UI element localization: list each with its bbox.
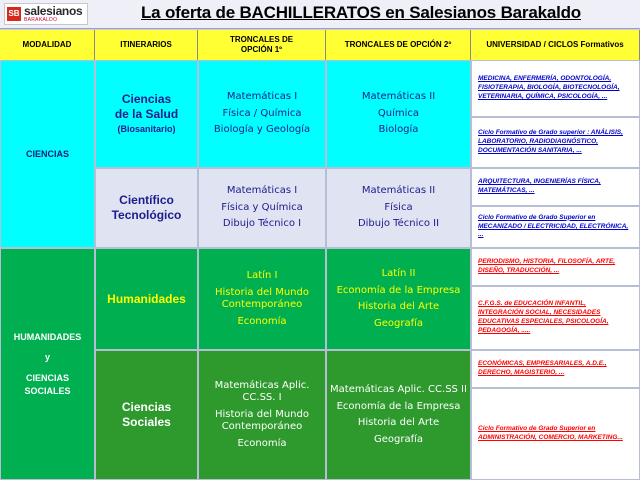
tecnologico-op2 (326, 168, 471, 248)
logo-mark-icon: SB (7, 7, 21, 21)
humanidades-university: PERIODISMO, HISTORIA, FILOSOFÍA, ARTE, DISEÑO, TRADUCCIÓN, ... (471, 248, 640, 286)
subject: Física / Química (222, 107, 302, 119)
header-troncales-1-label: TRONCALES DE OPCIÓN 1º (229, 35, 294, 54)
humanidades-op2 (326, 248, 471, 350)
subject: Geografía (373, 317, 424, 329)
subject: Matemáticas Aplic. CC.SS II (330, 384, 467, 395)
subject: Matemáticas Aplic. CC.SS. I (214, 379, 310, 404)
subject: Matemáticas II (361, 185, 436, 197)
sociales-op2 (326, 350, 471, 480)
tecnologico-ciclo: Ciclo Formativo de Grado Superior en MECANIZADO / ELECTRICIDAD, ELECTRÓNICA, ... (471, 206, 640, 248)
itinerary-ciencias-sociales (95, 350, 198, 480)
page-title: La oferta de BACHILLERATOS en Salesianos Barakaldo (141, 3, 581, 22)
salesianos-logo (4, 3, 88, 25)
itinerary-ciencias-salud (95, 60, 198, 168)
modality-ciencias (0, 60, 95, 248)
itinerary-tec-line1: Científico (119, 193, 174, 207)
itinerary-hum-label: Humanidades (107, 291, 186, 306)
subject: Física y Química (221, 201, 303, 213)
subject: Economía (237, 315, 287, 327)
header-itinerarios: ITINERARIOS (95, 30, 198, 60)
subject: Geografía (373, 433, 424, 445)
itinerary-salud-line2: de la Salud (114, 107, 179, 122)
subject: Latín II (381, 268, 416, 279)
subject: Economía (237, 437, 287, 449)
subject: Biología (378, 124, 419, 136)
modality-hum-line3: CIENCIAS (25, 373, 69, 383)
subject: Historia del Mundo Contemporáneo (215, 286, 309, 310)
subject: Física (384, 201, 413, 213)
subject: Historia del Mundo Contemporáneo (215, 408, 309, 433)
subject: Biología y Geología (213, 124, 311, 136)
modality-ciencias-label: CIENCIAS (25, 148, 69, 159)
subject: Economía de la Empresa (336, 400, 461, 412)
header-troncales-2: TRONCALES DE OPCIÓN 2º (326, 30, 471, 60)
modality-hum-line4: SOCIALES (24, 385, 71, 396)
tecnologico-op1 (198, 168, 326, 248)
subject: Dibujo Técnico I (222, 218, 302, 230)
subject: Latín I (246, 270, 278, 281)
humanidades-ciclo: C.F.G.S. de EDUCACIÓN INFANTIL, INTEGRACIÓN SOCIAL, NECESIDADES EDUCATIVAS ESPECIALES, PSICOLOGÍA, PEDAGOGÍA, ..... (471, 286, 640, 350)
itinerary-soc-line1: Ciencias (121, 400, 172, 414)
subject: Matemáticas I (226, 91, 298, 103)
header-universidad: UNIVERSIDAD / CICLOS Formativos (471, 30, 640, 60)
itinerary-cientifico-tecnologico (95, 168, 198, 248)
subject: Historia del Arte (357, 417, 440, 428)
modality-hum-line1: HUMANIDADES (13, 331, 82, 342)
logo-city: BARAKALDO (24, 17, 58, 23)
itinerary-soc-line2: Sociales (122, 415, 171, 429)
modality-humanidades (0, 248, 95, 480)
salud-university: MEDICINA, ENFERMERÍA, ODONTOLOGÍA, FISIOTERAPIA, BIOLOGÍA, BIOTECNOLOGÍA, VETERINARIA, QUÍMICA, PSICOLOGÍA, ... (471, 60, 640, 117)
header-modalidad: MODALIDAD (0, 30, 95, 60)
header-troncales-1 (198, 30, 326, 60)
modality-hum-line2: y (44, 352, 50, 363)
subject: Dibujo Técnico II (357, 218, 440, 230)
subject: Matemáticas I (226, 185, 298, 197)
salud-op1 (198, 60, 326, 168)
salud-op2 (326, 60, 471, 168)
subject: Economía de la Empresa (336, 284, 461, 296)
subject: Matemáticas II (361, 91, 436, 103)
humanidades-op1 (198, 248, 326, 350)
sociales-op1 (198, 350, 326, 480)
salud-ciclo: Ciclo Formativo de Grado superior : ANÁLISIS, LABORATORIO, RADIODIAGNÓSTICO, DOCUMENTACIÓN SANITARIA, ... (471, 117, 640, 168)
itinerary-humanidades (95, 248, 198, 350)
sociales-ciclo: Ciclo Formativo de Grado Superior en ADMINISTRACIÓN, COMERCIO, MARKETING... (471, 388, 640, 480)
itinerary-salud-line1: Ciencias (121, 92, 172, 107)
subject: Química (377, 107, 420, 119)
title-bar (0, 0, 640, 29)
itinerary-tec-line2: Tecnológico (111, 208, 182, 222)
subject: Historia del Arte (357, 301, 440, 312)
sociales-university: ECONÓMICAS, EMPRESARIALES, A.D.E., DERECHO, MAGISTERIO, ... (471, 350, 640, 388)
logo-name: salesianos (24, 4, 83, 18)
itinerary-salud-sub: (Biosanitario) (117, 124, 176, 135)
tecnologico-university: ARQUITECTURA, INGENIERÍAS FÍSICA, MATEMÁTICAS, ... (471, 168, 640, 206)
